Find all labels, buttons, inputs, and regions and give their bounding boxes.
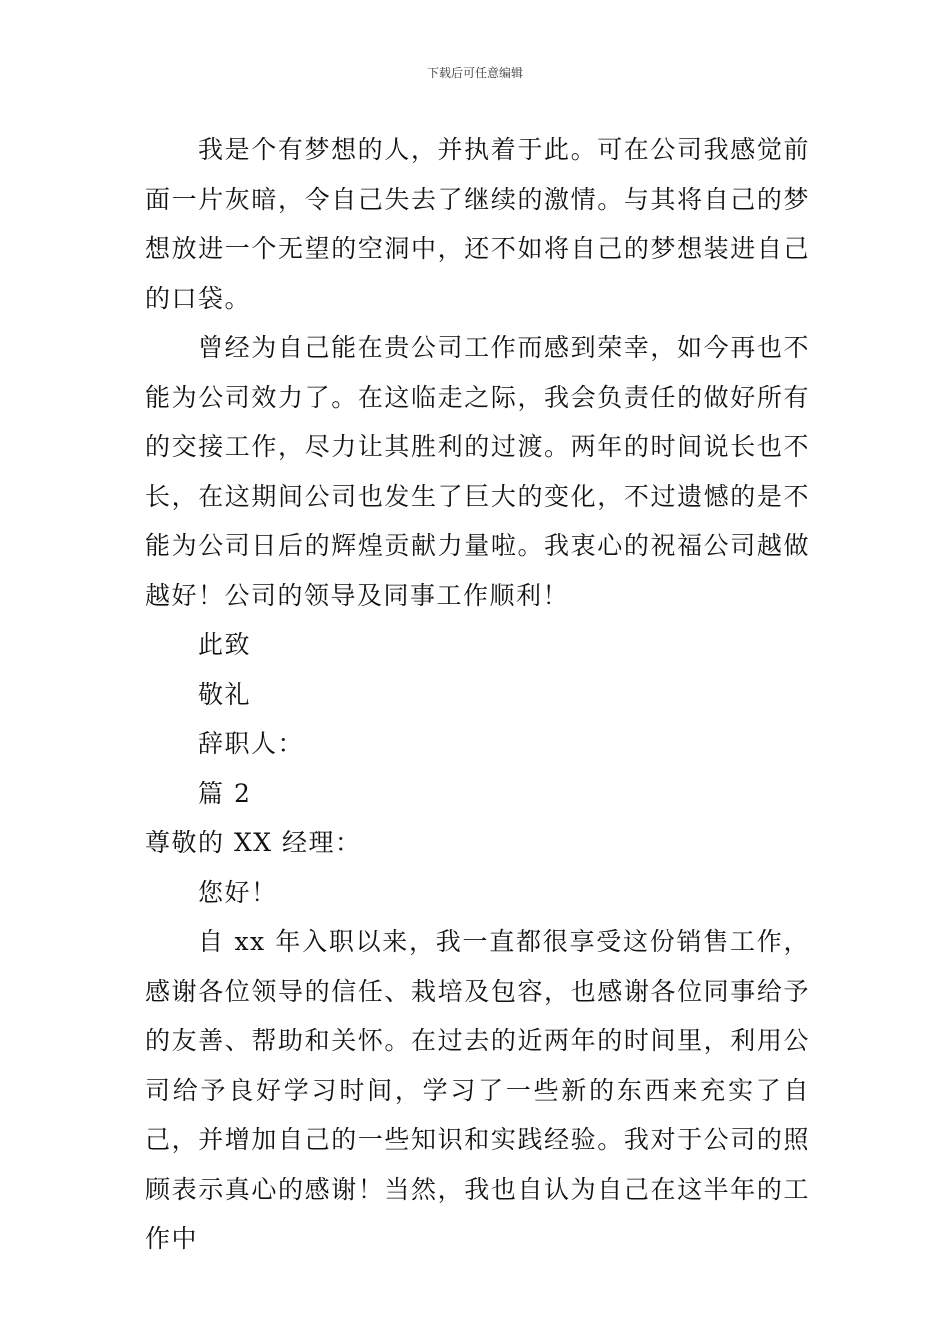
greeting-line: 您好！ xyxy=(198,877,278,907)
paragraph-dream: 我是个有梦想的人，并执着于此。可在公司我感觉前面一片灰暗，令自己失去了继续的激情。与其将自己的梦想放进一个无望的空洞中，还不如将自己的梦想装进自己的口袋。 xyxy=(145,135,810,313)
salutation-line: 尊敬的 XX 经理： xyxy=(145,828,362,857)
closing-line-1: 此致 xyxy=(198,630,252,659)
section-heading: 篇 2 xyxy=(198,778,252,808)
page-header: 下载后可任意编辑 xyxy=(426,66,523,80)
document-body xyxy=(145,125,810,1264)
closing-line-2: 敬礼 xyxy=(198,679,252,709)
paragraph-gratitude: 曾经为自己能在贵公司工作而感到荣幸，如今再也不能为公司效力了。在这临走之际，我会负责任的做好所有的交接工作，尽力让其胜利的过渡。两年的时间说长也不长，在这期间公司也发生了巨大的变化，不过遗憾的是不能为公司日后的辉煌贡献力量啦。我衷心的祝福公司越做越好！公司的领导及同事工作顺利！ xyxy=(145,333,810,610)
paragraph-intro: 自 xx 年入职以来，我一直都很享受这份销售工作，感谢各位领导的信任、栽培及包容，也感谢各位同事给予的友善、帮助和关怀。在过去的近两年的时间里，利用公司给予良好学习时间，学习了一些新的东西来充实了自己，并增加自己的一些知识和实践经验。我对于公司的照顾表示真心的感谢！当然，我也自认为自己在这半年的工作中 xyxy=(145,927,810,1253)
signature-line: 辞职人： xyxy=(198,729,305,758)
